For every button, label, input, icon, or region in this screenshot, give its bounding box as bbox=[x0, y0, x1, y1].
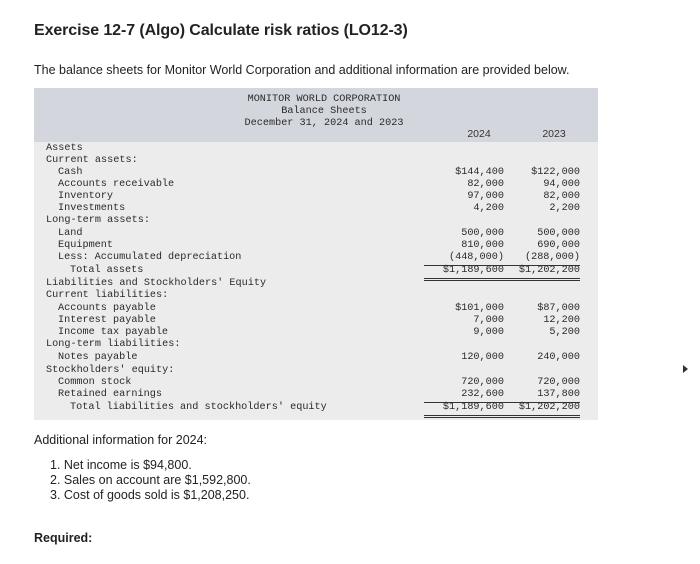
intro-text: The balance sheets for Monitor World Corporation and additional information are provided below. bbox=[34, 63, 570, 77]
total-assets-label: Total assets bbox=[70, 265, 144, 276]
investments-2023: 2,200 bbox=[549, 203, 580, 214]
accumulated-depreciation-2024: (448,000) bbox=[424, 252, 504, 266]
long-term-assets-heading: Long-term assets: bbox=[46, 215, 150, 226]
interest-payable-2024: 7,000 bbox=[473, 315, 504, 326]
list-item: 2. Sales on account are $1,592,800. bbox=[50, 473, 251, 487]
accounts-payable-2024: $101,000 bbox=[455, 303, 504, 314]
company-name: MONITOR WORLD CORPORATION bbox=[247, 94, 401, 105]
investments-label: Investments bbox=[58, 203, 126, 214]
inventory-2024: 97,000 bbox=[467, 191, 504, 202]
total-liabilities-equity-2024: $1,189,600 bbox=[424, 402, 504, 418]
accumulated-depreciation-2023: (288,000) bbox=[500, 252, 580, 266]
accounts-receivable-label: Accounts receivable bbox=[58, 179, 175, 190]
statement-name: Balance Sheets bbox=[281, 106, 367, 117]
land-2023: 500,000 bbox=[537, 228, 580, 239]
total-assets-2024: $1,189,600 bbox=[424, 265, 504, 281]
exercise-title: Exercise 12-7 (Algo) Calculate risk ratios (LO12-3) bbox=[34, 22, 408, 39]
common-stock-2024: 720,000 bbox=[461, 377, 504, 388]
common-stock-2023: 720,000 bbox=[537, 377, 580, 388]
cash-label: Cash bbox=[58, 167, 83, 178]
accounts-receivable-2024: 82,000 bbox=[467, 179, 504, 190]
required-heading: Required: bbox=[34, 531, 93, 545]
mouse-cursor-icon bbox=[683, 365, 688, 373]
inventory-label: Inventory bbox=[58, 191, 114, 202]
list-item: 1. Net income is $94,800. bbox=[50, 458, 192, 472]
notes-payable-2024: 120,000 bbox=[461, 352, 504, 363]
current-liabilities-heading: Current liabilities: bbox=[46, 290, 169, 301]
total-liabilities-equity-label: Total liabilities and stockholders' equity bbox=[70, 402, 327, 413]
additional-info-heading: Additional information for 2024: bbox=[34, 433, 208, 447]
equipment-label: Equipment bbox=[58, 240, 114, 251]
interest-payable-label: Interest payable bbox=[58, 315, 156, 326]
retained-earnings-2024: 232,600 bbox=[424, 389, 504, 403]
equipment-2024: 810,000 bbox=[461, 240, 504, 251]
assets-heading: Assets bbox=[46, 143, 83, 154]
total-liabilities-equity-2023: $1,202,200 bbox=[500, 402, 580, 418]
balance-sheet-table bbox=[34, 88, 598, 420]
year-2023-header: 2023 bbox=[542, 128, 566, 140]
list-item: 3. Cost of goods sold is $1,208,250. bbox=[50, 488, 250, 502]
current-assets-heading: Current assets: bbox=[46, 155, 138, 166]
equipment-2023: 690,000 bbox=[537, 240, 580, 251]
statement-date: December 31, 2024 and 2023 bbox=[244, 118, 404, 129]
land-label: Land bbox=[58, 228, 83, 239]
land-2024: 500,000 bbox=[461, 228, 504, 239]
investments-2024: 4,200 bbox=[473, 203, 504, 214]
retained-earnings-label: Retained earnings bbox=[58, 389, 162, 400]
balance-sheet-header bbox=[34, 88, 598, 142]
income-tax-payable-2024: 9,000 bbox=[473, 327, 504, 338]
long-term-liabilities-heading: Long-term liabilities: bbox=[46, 339, 181, 350]
common-stock-label: Common stock bbox=[58, 377, 132, 388]
cash-2024: $144,400 bbox=[455, 167, 504, 178]
retained-earnings-2023: 137,800 bbox=[500, 389, 580, 403]
liabilities-equity-heading: Liabilities and Stockholders' Equity bbox=[46, 278, 267, 289]
accounts-payable-2023: $87,000 bbox=[537, 303, 580, 314]
accumulated-depreciation-label: Less: Accumulated depreciation bbox=[58, 252, 242, 263]
cash-2023: $122,000 bbox=[531, 167, 580, 178]
total-assets-2023: $1,202,200 bbox=[500, 265, 580, 281]
interest-payable-2023: 12,200 bbox=[543, 315, 580, 326]
notes-payable-label: Notes payable bbox=[58, 352, 138, 363]
accounts-payable-label: Accounts payable bbox=[58, 303, 156, 314]
notes-payable-2023: 240,000 bbox=[537, 352, 580, 363]
income-tax-payable-2023: 5,200 bbox=[549, 327, 580, 338]
year-2024-header: 2024 bbox=[467, 128, 491, 140]
accounts-receivable-2023: 94,000 bbox=[543, 179, 580, 190]
inventory-2023: 82,000 bbox=[543, 191, 580, 202]
additional-info-list bbox=[50, 458, 251, 503]
equity-heading: Stockholders' equity: bbox=[46, 365, 175, 376]
income-tax-payable-label: Income tax payable bbox=[58, 327, 169, 338]
